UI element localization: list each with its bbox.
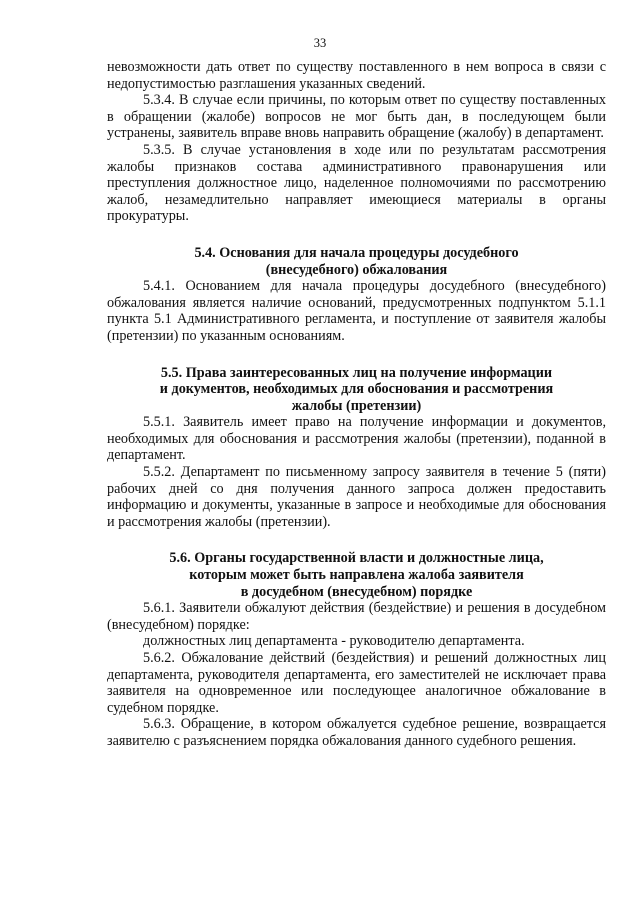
paragraph-5-6-3: 5.6.3. Обращение, в котором обжалуется судебное решение, возвращается заявителю с разъяснением порядка обжалования данного судебного решения. <box>107 716 606 749</box>
section-heading-5-5 <box>107 365 606 415</box>
paragraph-5-5-1: 5.5.1. Заявитель имеет право на получение информации и документов, необходимых для обоснования и рассмотрения жалобы (претензии), поданной в департамент. <box>107 414 606 464</box>
paragraph-5-6-2: 5.6.2. Обжалование действий (бездействия) и решений должностных лиц департамента, руководителя департамента, его заместителей не исключает права заявителя на одновременное или последующее аналогичное обжалование в судебном порядке. <box>107 650 606 716</box>
section-heading-5-6 <box>107 550 606 600</box>
paragraph-5-6-1: 5.6.1. Заявители обжалуют действия (бездействие) и решения в досудебном (внесудебном) порядке: <box>107 600 606 633</box>
heading-line: 5.4. Основания для начала процедуры досудебного <box>194 244 519 261</box>
heading-line: и документов, необходимых для обоснования и рассмотрения <box>159 381 554 398</box>
heading-line: в досудебном (внесудебном) порядке <box>240 583 473 600</box>
heading-line: 5.6. Органы государственной власти и должностные лица, <box>169 550 544 567</box>
paragraph-5-3-5: 5.3.5. В случае установления в ходе или по результатам рассмотрения жалобы признаков состава административного правонарушения или преступления должностное лицо, наделенное полномочиями по рассмотрению жалоб, незамедлительно направляет имеющиеся материалы в органы прокуратуры. <box>107 141 606 225</box>
paragraph-5-3-4: 5.3.4. В случае если причины, по которым ответ по существу поставленных в обращении (жалобе) вопросов не мог быть дан, в последующем были устранены, заявитель вправе вновь направить обращение (жалобу) в департамент. <box>107 92 606 142</box>
section-spacer <box>107 225 606 245</box>
heading-line: которым может быть направлена жалоба заявителя <box>189 567 524 584</box>
heading-line: (внесудебного) обжалования <box>265 261 448 278</box>
document-body <box>107 59 606 750</box>
heading-line: жалобы (претензии) <box>291 397 422 414</box>
paragraph-5-5-2: 5.5.2. Департамент по письменному запросу заявителя в течение 5 (пяти) рабочих дней со дня получения данного запроса должен предоставить информацию и документы, указанные в запросе и необходимые для обоснования и рассмотрения жалобы (претензии). <box>107 464 606 530</box>
paragraph-5-4-1: 5.4.1. Основанием для начала процедуры досудебного (внесудебного) обжалования является наличие оснований, предусмотренных подпунктом 5.1.1 пункта 5.1 Административного регламента, и поступление от заявителя жалобы (претензии) по указанным основаниям. <box>107 278 606 344</box>
page-number: 33 <box>313 36 327 50</box>
paragraph-5-6-1-item: должностных лиц департамента - руководителю департамента. <box>143 633 525 650</box>
heading-line: 5.5. Права заинтересованных лиц на получение информации <box>160 364 553 381</box>
section-spacer <box>107 345 606 365</box>
paragraph-continuation: невозможности дать ответ по существу поставленного в нем вопроса в связи с недопустимостью разглашения указанных сведений. <box>107 59 606 92</box>
section-spacer <box>107 530 606 550</box>
section-heading-5-4 <box>107 245 606 278</box>
